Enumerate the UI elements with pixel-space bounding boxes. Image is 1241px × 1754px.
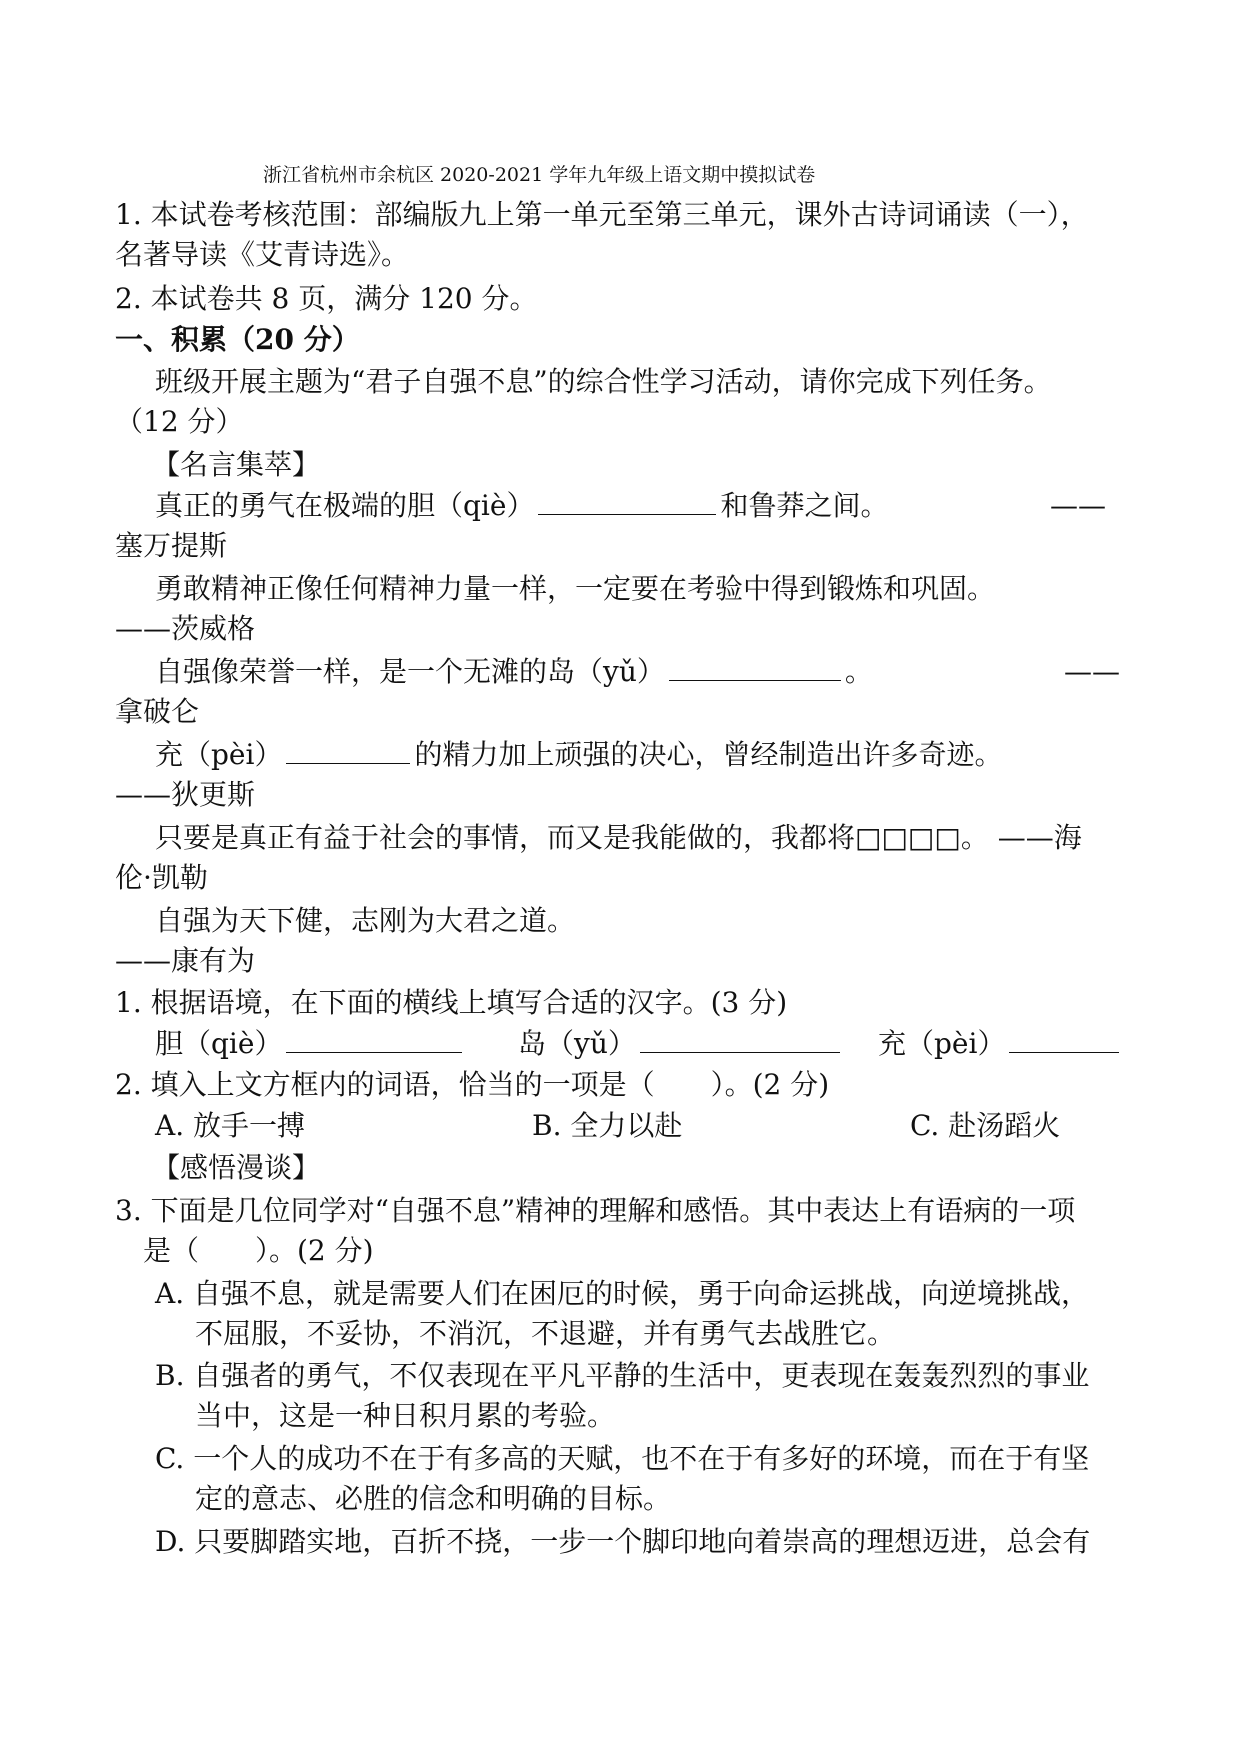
option-a[interactable]: A. 放手一搏 xyxy=(155,1109,306,1142)
note-1-line-2: 名著导读《艾青诗选》。 xyxy=(115,238,410,271)
quote-3-dash: —— xyxy=(1064,655,1120,688)
subheading-quotes: 【名言集萃】 xyxy=(152,448,321,481)
question-1: 1. 根据语境，在下面的横线上填写合适的汉字。(3 分) xyxy=(115,986,788,1019)
intro-line-2: （12 分） xyxy=(115,405,244,438)
quote-3 xyxy=(155,654,873,690)
quote-4-blank[interactable] xyxy=(286,737,410,764)
fill-1-label: 胆（qiè） xyxy=(155,1027,283,1060)
quote-3-text-b: 。 xyxy=(844,655,873,688)
answer-a-line-2: 不屈服，不妥协，不消沉，不退避，并有勇气去战胜它。 xyxy=(195,1317,896,1350)
page-title: 浙江省杭州市余杭区 2020-2021 学年九年级上语文期中摸拟试卷 xyxy=(263,164,816,186)
subheading-reflection: 【感悟漫谈】 xyxy=(152,1151,321,1184)
quote-6: 自强为天下健，志刚为大君之道。 xyxy=(155,904,576,937)
quote-4-text-b: 的精力加上顽强的决心，曾经制造出许多奇迹。 xyxy=(414,738,1003,771)
quote-5-author: 伦·凯勒 xyxy=(115,861,208,894)
answer-d-line-1[interactable]: D. 只要脚踏实地，百折不挠，一步一个脚印地向着崇高的理想迈进，总会有 xyxy=(155,1525,1091,1558)
quote-4 xyxy=(155,737,1002,773)
note-1-line-1: 1. 本试卷考核范围：部编版九上第一单元至第三单元，课外古诗词诵读（一）， xyxy=(115,198,1089,231)
fill-2-blank[interactable] xyxy=(640,1026,840,1053)
answer-c-line-2: 定的意志、必胜的信念和明确的目标。 xyxy=(195,1482,672,1515)
quote-1 xyxy=(155,488,888,524)
fill-row xyxy=(155,1026,466,1062)
section-heading: 一、积累（20 分） xyxy=(115,323,360,356)
fill-3-label: 充（pèi） xyxy=(878,1027,1006,1060)
quote-5: 只要是真正有益于社会的事情，而又是我能做的，我都将□□□□。 ——海 xyxy=(155,821,1082,854)
answer-a-line-1[interactable]: A. 自强不息，就是需要人们在困厄的时候，勇于向命运挑战，向逆境挑战， xyxy=(155,1277,1090,1310)
option-c[interactable]: C. 赴汤蹈火 xyxy=(910,1109,1061,1142)
option-b[interactable]: B. 全力以赴 xyxy=(532,1109,683,1142)
fill-1-blank[interactable] xyxy=(286,1026,462,1053)
quote-4-text-a: 充（pèi） xyxy=(155,738,283,771)
quote-3-author: 拿破仑 xyxy=(115,695,200,728)
quote-1-dash: —— xyxy=(1050,489,1106,522)
quote-6-author: ——康有为 xyxy=(115,944,256,977)
fill-3 xyxy=(878,1026,1123,1062)
intro-line-1: 班级开展主题为“君子自强不息”的综合性学习活动，请你完成下列任务。 xyxy=(155,365,1052,398)
quote-1-blank[interactable] xyxy=(538,488,716,515)
note-2: 2. 本试卷共 8 页，满分 120 分。 xyxy=(115,282,538,315)
answer-c-line-1[interactable]: C. 一个人的成功不在于有多高的天赋，也不在于有多好的环境，而在于有坚 xyxy=(155,1442,1090,1475)
quote-4-author: ——狄更斯 xyxy=(115,778,256,811)
answer-b-line-1[interactable]: B. 自强者的勇气，不仅表现在平凡平静的生活中，更表现在轰轰烈烈的事业 xyxy=(155,1359,1090,1392)
quote-3-text-a: 自强像荣誉一样，是一个无滩的岛（yǔ） xyxy=(155,655,665,688)
question-3-line-1: 3. 下面是几位同学对“自强不息”精神的理解和感悟。其中表达上有语病的一项 xyxy=(115,1194,1076,1227)
fill-3-blank[interactable] xyxy=(1009,1026,1119,1053)
fill-2-label: 岛（yǔ） xyxy=(518,1027,636,1060)
fill-2 xyxy=(518,1026,844,1062)
quote-1-text-b: 和鲁莽之间。 xyxy=(720,489,889,522)
quote-1-author: 塞万提斯 xyxy=(115,529,228,562)
quote-3-blank[interactable] xyxy=(669,654,841,681)
answer-b-line-2: 当中，这是一种日积月累的考验。 xyxy=(195,1399,616,1432)
quote-2-author: ——茨威格 xyxy=(115,612,256,645)
question-2: 2. 填入上文方框内的词语，恰当的一项是（ ）。(2 分) xyxy=(115,1068,830,1101)
quote-2: 勇敢精神正像任何精神力量一样，一定要在考验中得到锻炼和巩固。 xyxy=(155,572,996,605)
question-3-line-2: 是（ ）。(2 分) xyxy=(143,1234,374,1267)
quote-1-text-a: 真正的勇气在极端的胆（qiè） xyxy=(155,489,535,522)
